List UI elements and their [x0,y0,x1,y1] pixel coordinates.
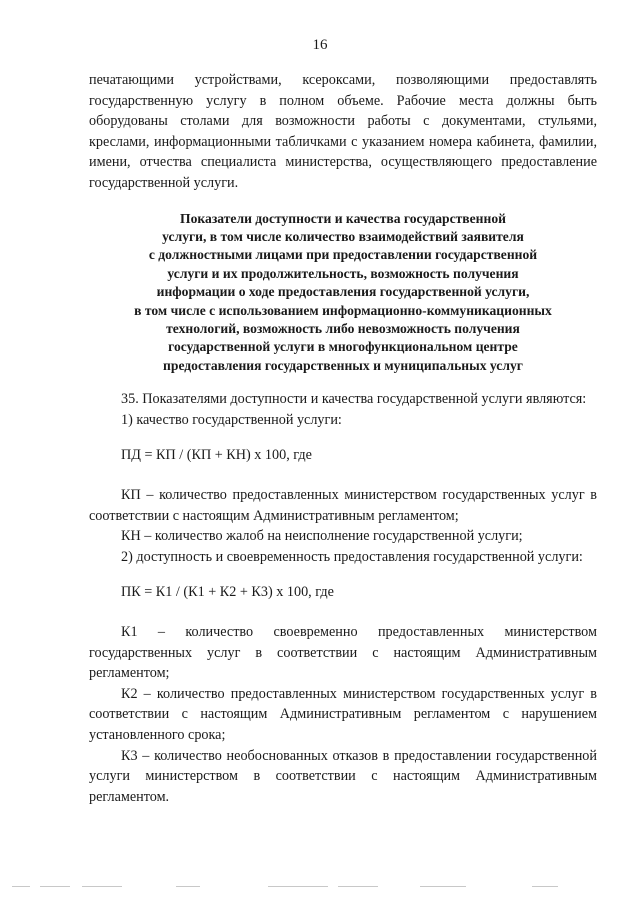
subitem-accessibility: 2) доступность и своевременность предоставления государственной услуги: [121,548,583,565]
definition-kn: КН – количество жалоб на неисполнение государственной услуги; [121,528,523,545]
definition-k3: К3 – количество необоснованных отказов в предоставлении государственной услуги министерством в соответствии с настоящим Административным регламентом. [89,747,597,805]
formula-pd: ПД = КП / (КП + КН) х 100, где [121,447,312,464]
heading-line: Показатели доступности и качества государственной [180,210,506,226]
heading-line: услуги, в том числе количество взаимодействий заявителя [162,228,524,244]
definition-k2: К2 – количество предоставленных министерством государственных услуг в соответствии с настоящим Административным регламентом с нарушением установленного срока; [89,685,597,743]
heading-line: в том числе с использованием информационно-коммуникационных [134,302,552,318]
heading-line: услуги и их продолжительность, возможность получения [167,265,519,281]
section-heading [89,210,597,376]
page-content [89,70,597,807]
intro-paragraph: печатающими устройствами, ксероксами, позволяющими предоставлять государственную услугу в полном объеме. Рабочие места должны быть оборудованы столами для возможности работы с документами, стульями, креслами, информационными табличками с указанием номера кабинета, фамилии, имени, отчества специалиста министерства, осуществляющего предоставление государственной услуги. [89,72,597,191]
formula-pk: ПК = К1 / (К1 + К2 + К3) х 100, где [121,584,334,601]
heading-line: информации о ходе предоставления государственной услуги, [156,284,530,300]
heading-line: предоставления государственных и муниципальных услуг [163,357,523,373]
definition-kp: КП – количество предоставленных министерством государственных услуг в соответствии с настоящим Административным регламентом; [89,487,597,524]
page-number: 16 [312,37,328,53]
heading-line: государственной услуги в многофункциональном центре [168,339,518,355]
definition-k1: К1 – количество своевременно предоставленных министерством государственных услуг в соответствии с настоящим Административным регламентом; [89,623,597,682]
scan-artifact-line [0,884,640,890]
heading-line: с должностными лицами при предоставлении государственной [148,247,538,263]
heading-line: технологий, возможность либо невозможность получения [166,321,520,336]
paragraph-item-35: 35. Показателями доступности и качества государственной услуги являются: [121,391,587,408]
subitem-quality: 1) качество государственной услуги: [121,411,342,428]
